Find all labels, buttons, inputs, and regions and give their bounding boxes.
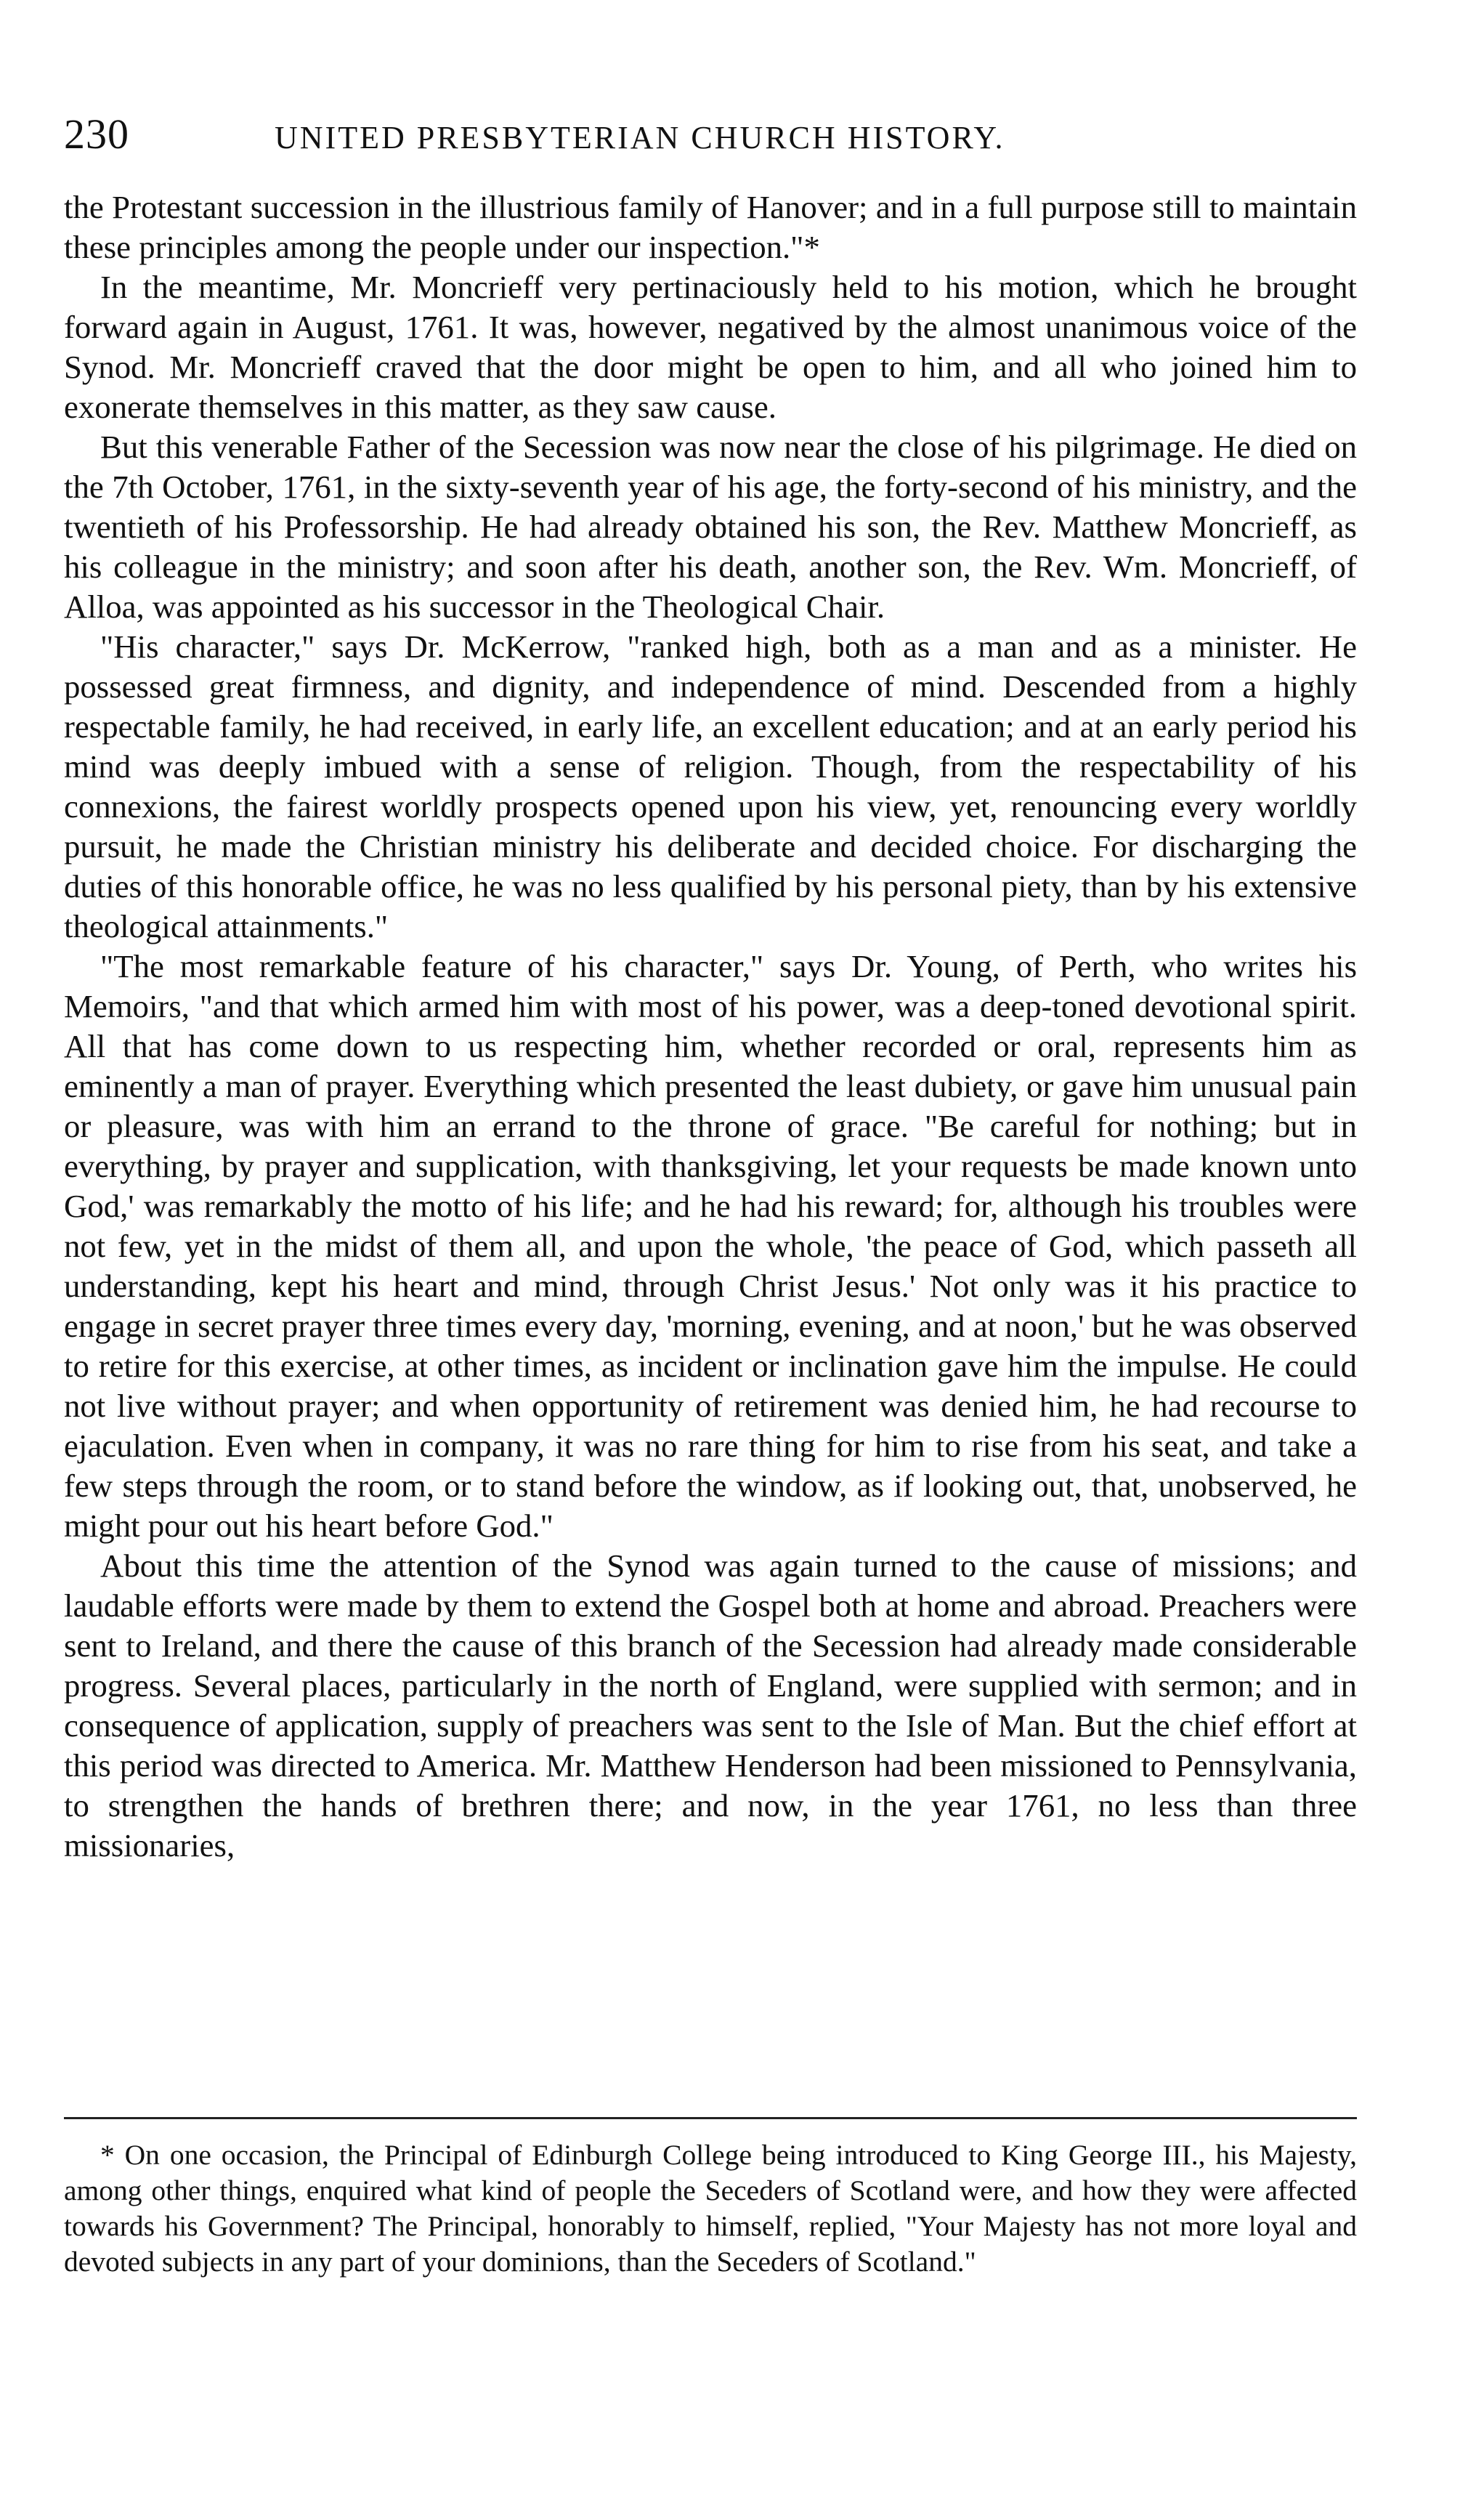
page-header <box>64 109 1357 167</box>
paragraph: About this time the attention of the Synod was again turned to the cause of missions; and laudable efforts were made by them to extend the Gospel both at home and abroad. Preachers were sent to Ireland, and there the cause of this branch of the Secession had already made considerable progress. Several places, particularly in the north of England, were supplied with sermon; and in consequence of application, supply of preachers was sent to the Isle of Man. But the chief effort at this period was directed to America. Mr. Matthew Henderson had been missioned to Pennsylvania, to strengthen the hands of brethren there; and now, in the year 1761, no less than three missionaries, <box>64 1547 1357 1863</box>
paragraph: "The most remarkable feature of his character," says Dr. Young, of Perth, who writes his Memoirs, "and that which armed him with most of his power, was a deep-toned devotional spirit. All that has come down to us respecting him, whether recorded or oral, represents him as eminently a man of prayer. Everything which presented the least dubiety, or gave him unusual pain or pleasure, was with him an errand to the throne of grace. "Be careful for nothing; but in everything, by prayer and supplication, with thanksgiving, let your requests be made known unto God,' was remarkably the motto of his life; and he had his reward; for, although his troubles were not few, yet in the midst of them all, and upon the whole, 'the peace of God, which passeth all understanding, kept his heart and mind, through Christ Jesus.' Not only was it his practice to engage in secret prayer three times every day, 'morning, evening, and at noon,' but he was observed to retire for this exercise, at other times, as incident or inclination gave him the impulse. He could not live without prayer; and when opportunity of retirement was denied him, he had recourse to ejaculation. Even when in company, it was no rare thing for him to rise from his seat, and take a few steps through the room, or to stand before the window, as if looking out, that, unobserved, he might pour out his heart before God." <box>64 948 1357 1544</box>
footnote-text: * On one occasion, the Principal of Edinburgh College being introduced to King George III., his Majesty, among other things, enquired what kind of people the Seceders of Scotland were, and how they were affected towards his Government? The Principal, honorably to himself, replied, "Your Majesty has not more loyal and devoted subjects in any part of your dominions, than the Seceders of Scotland." <box>64 2139 1357 2278</box>
body-text <box>64 187 1357 1866</box>
paragraph: In the meantime, Mr. Moncrieff very pertinaciously held to his motion, which he brought forward again in August, 1761. It was, however, negatived by the almost unanimous voice of the Synod. Mr. Moncrieff craved that the door might be open to him, and all who joined him to exonerate themselves in this matter, as they saw cause. <box>64 269 1357 425</box>
paragraph: But this venerable Father of the Secession was now near the close of his pilgrimage. He died on the 7th October, 1761, in the sixty-seventh year of his age, the forty-second of his ministry, and the twentieth of his Professorship. He had already obtained his son, the Rev. Matthew Moncrieff, as his colleague in the ministry; and soon after his death, another son, the Rev. Wm. Moncrieff, of Alloa, was appointed as his successor in the Theological Chair. <box>64 429 1357 625</box>
running-head: UNITED PRESBYTERIAN CHURCH HISTORY. <box>275 120 1005 155</box>
paragraph: "His character," says Dr. McKerrow, "ranked high, both as a man and as a minister. He possessed great firmness, and dignity, and independence of mind. Descended from a highly respectable family, he had received, in early life, an excellent education; and at an early period his mind was deeply imbued with a sense of religion. Though, from the respectability of his connexions, the fairest worldly prospects opened upon his view, yet, renouncing every worldly pursuit, he made the Christian ministry his deliberate and decided choice. For discharging the duties of this honorable office, he was no less qualified by his personal piety, than by his extensive theological attainments." <box>64 628 1357 944</box>
page-number: 230 <box>64 110 129 158</box>
footnote <box>64 2137 1357 2280</box>
paragraph-continued: the Protestant succession in the illustrious family of Hanover; and in a full purpose still to maintain these principles among the people under our inspection."* <box>64 189 1357 265</box>
footnote-divider <box>64 2117 1357 2119</box>
